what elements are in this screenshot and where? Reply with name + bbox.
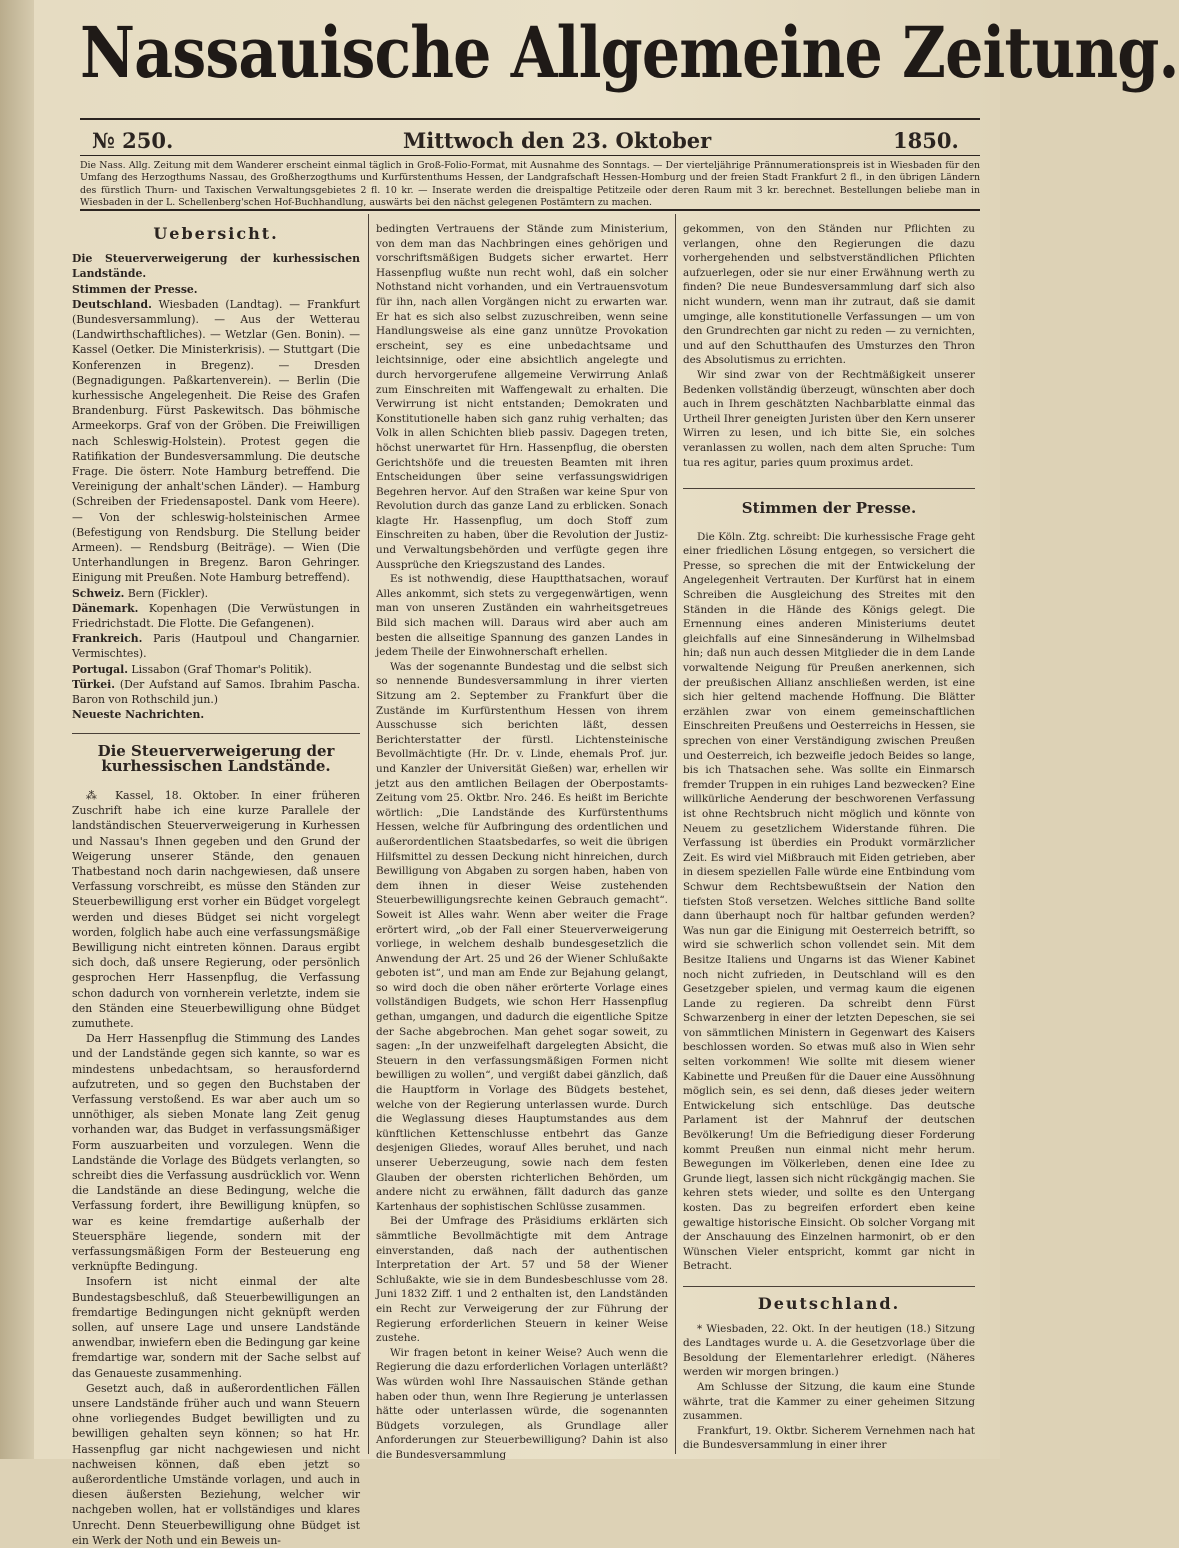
article-paragraph: Gesetzt auch, daß in außerordentlichen Fällen unsere Landstände früher auch und wann Steuern ohne vorliegendes Budget bewilligten und zu bewilligen gehalten seyn können; so hat Hr. Hassenpflug gar nicht nachgewiesen und nicht nachweisen können, daß eben jetzt so außerordentliche Umstände vorlagen, und auch in diesen äußersten Beziehung, welcher wir nachgeben wollen, hat er vollständiges und klares Unrecht. Denn Steuerbewilligung ohne Büdget ist ein Werk der Noth und ein Beweis un- bbox=[72, 1381, 360, 1547]
toc-item: Frankreich. Paris (Hautpoul und Changarnier. Vermischtes). bbox=[72, 632, 360, 661]
section-divider bbox=[72, 733, 360, 734]
toc-item: Schweiz. Bern (Fickler). bbox=[72, 586, 209, 600]
article-paragraph: Bei der Umfrage des Präsidiums erklärten sich sämmtliche Bevollmächtigte mit dem Antrage einverstanden, daß nach der authentischen Interpretation der Art. 57 und 58 der Wiener Schlußakte, wie sie in dem Bundesbeschlusse vom 28. Juni 1832 Ziff. 1 und 2 enthalten ist, den Landständen ein Recht zur Verweigerung der zur Führung der Regierung erforderlichen Steuern in keiner Weise zustehe. bbox=[376, 1215, 668, 1345]
column-2 bbox=[376, 222, 668, 1462]
toc-item: Türkei. (Der Aufstand auf Samos. Ibrahim Pascha. Baron von Rothschild jun.) bbox=[72, 677, 360, 707]
toc-item: Die Steuerverweigerung der kurhessischen Landstände. bbox=[72, 252, 360, 281]
column-3 bbox=[683, 222, 975, 1453]
dateline-rule bbox=[80, 155, 980, 156]
news-paragraph: Am Schlusse der Sitzung, die kaum eine Stunde währte, trat die Kammer zu einer geheimen Sitzung zusammen. bbox=[683, 1380, 975, 1423]
toc-item: Neueste Nachrichten. bbox=[72, 708, 205, 722]
section-divider bbox=[683, 488, 975, 489]
article-paragraph: Es ist nothwendig, diese Hauptthatsachen, worauf Alles ankommt, sich stets zu vergegenwärtigen, wenn man von unseren Zuständen ein wahrheitsgetreues Bild sich machen will. Daraus wird aber auch am besten die allseitige Spannung des ganzen Landes in jedem Theile der Einwohnerschaft erhellen. bbox=[376, 573, 668, 659]
book-binding bbox=[0, 0, 34, 1459]
press-paragraph: Die Köln. Ztg. schreibt: Die kurhessische Frage geht einer friedlichen Lösung entgegen, so versichert die Presse, so sprechen die mit der Entwickelung der Angelegenheit Vertrauten. Der Kurfürst hat in einem Schreiben die Ausgleichung des Streites mit den Ständen in die Hände des Königs gelegt. Die Ernennung eines anderen Ministeriums deutet gleichfalls auf eine Sinnesänderung in Wilhelmsbad hin; daß nun auch dessen Mitglieder die in dem Lande vorwaltende Neigung für Preußen anerkennen, sich der preußischen Allianz anschließen werden, ist eine sich hier geltend machende Hoffnung. Die Blätter erzählen zwar von einem gemeinschaftlichen Einschreiten Preußens und Oesterreichs in Hessen, sie sprechen von einer Verständigung zwischen Preußen und Oesterreich, ich bezweifle jedoch Beides so lange, bis ich Thatsachen sehe. Was sollte ein Einmarsch fremder Truppen in ein ruhiges Land bezwecken? Eine willkürliche Aenderung der beschworenen Verfassung ist ohne Rechtsbruch nicht möglich und könnte von Neuem zu gesetzlichem Widerstande führen. Die Verfassung ist überdies ein Produkt vormärzlicher Zeit. Es wird viel Mißbrauch mit Eiden getrieben, aber in diesem speziellen Falle würde eine Entbindung vom Schwur dem Rechtsbewußtsein der Nation den tiefsten Stoß versetzen. Welches sittliche Band sollte dann überhaupt noch für haltbar gefunden werden? Was nun gar die Einigung mit Oesterreich betrifft, so wird sie schwerlich schon vollendet sein. Mit dem Besitze Italiens und Ungarns ist das Wiener Kabinet noch nicht zufrieden, in Deutschland will es den Gesetzgeber spielen, und vermag kaum die eigenen Lande zu regieren. Da schreibt denn Fürst Schwarzenberg in einer der letzten Depeschen, sie sei von sämmtlichen Ministern in Gegenwart des Kaisers beschlossen worden. So etwas muß also in Wien sehr selten vorkommen! Wie sollte mit diesem wiener Kabinette und Preußen für die Dauer eine Aussöhnung möglich sein, es sei denn, daß dieses jeder weitern Entwickelung sich entschlüge. Das deutsche Parlament ist der Mahnruf der deutschen Bevölkerung! Um die Befriedigung dieser Forderung kommt Preußen nun einmal nicht mehr herum. Bewegungen im Völkerleben, denen eine Idee zu Grunde liegt, lassen sich nicht rückgängig machen. Sie kehren stets wieder, und sollte es den Untergang kosten. Das zu begreifen erfordert eben keine gewaltige historische Einsicht. Ob solcher Vorgang mit der Anschauung des Einzelnen harmonirt, ob er den Wünschen Vieler entspricht, kommt gar nicht in Betracht. bbox=[683, 530, 975, 1273]
article-paragraph: ⁂ Kassel, 18. Oktober. In einer früheren Zuschrift habe ich eine kurze Parallele der landständischen Steuerverweigerung in Kurhessen und Nassau's Ihnen gegeben und den Grund der Weigerung unserer Stände, den genauen Thatbestand noch darin nachgewiesen, daß unsere Verfassung vorschreibt, es müsse den Ständen zur Steuerbewilligung erst vorher ein Büdget vorgelegt werden und dieses Büdget sei nicht vorgelegt worden, folglich habe auch eine verfassungsmäßige Bewilligung nicht eintreten können. Daraus ergibt sich doch, daß unsere Regierung, oder persönlich gesprochen Herr Hassenpflug, die Verfassung schon dadurch von vornherein verletzte, indem sie den Ständen eine Steuerbewilligung ohne Büdget zumuthete. bbox=[72, 788, 360, 1030]
issue-year: 1850. bbox=[893, 128, 959, 153]
column-divider bbox=[675, 214, 676, 1454]
notice-rule bbox=[80, 209, 980, 211]
issue-date: Mittwoch den 23. Oktober bbox=[403, 128, 712, 153]
article-paragraph: Was der sogenannte Bundestag und die selbst sich so nennende Bundesversammlung in ihrer vierten Sitzung am 2. September zu Frankfurt über die Zustände im Kurfürstenthum Hessen von ihrem Ausschusse sich berichten läßt, dessen Berichterstatter der fürstl. Lichtensteinische Bevollmächtigte (Hr. Dr. v. Linde, ehemals Prof. jur. und Kanzler der Universität Gießen) war, erhellen wir jetzt aus den amtlichen Beilagen der Oberpostamts-Zeitung vom 25. Oktbr. Nro. 246. Es heißt im Berichte wörtlich: „Die Landstände des Kurfürstenthums Hessen, welche für Aufbringung des ordentlichen und außerordentlichen Staatsbedarfes, so weit die übrigen Hilfsmittel zu dessen Deckung nicht hinreichen, durch Bewilligung von Abgaben zu sorgen haben, haben von dem ihnen in dieser Weise zustehenden Steuerbewilligungsrechte keinen Gebrauch gemacht“. Soweit ist Alles wahr. Wenn aber weiter die Frage erörtert wird, „ob der Fall einer Steuerverweigerung vorliege, in welchem deshalb bundesgesetzlich die Anwendung der Art. 25 und 26 der Wiener Schlußakte geboten ist“, und man am Ende zur Bejahung gelangt, so wird doch die oben näher erörterte Vorlage eines vollständigen Budgets, wie schon Herr Hassenpflug gethan, umgangen, und dadurch die eigentliche Spitze der Sache abgebrochen. Man gehet sogar soweit, zu sagen: „In der unzweifelhaft dargelegten Absicht, die Steuern in den verfassungsmäßigen Formen nicht bewilligen zu wollen“, und vergißt dabei gänzlich, daß die Hauptform in Vorlage des Büdgets bestehet, welche von der Regierung unterlassen wurde. Durch die Weglassung dieses Hauptumstandes aus dem künftlichen Kettenschlusse entbehrt das Ganze desjenigen Gliedes, worauf Alles beruhet, und nach unserer Ueberzeugung, sowie nach dem festen Glauben der obersten richterlichen Behörden, um andere nicht zu erwähnen, fällt dadurch das ganze Kartenhaus der sophistischen Schlüsse zusammen. bbox=[376, 660, 668, 1213]
dateline bbox=[78, 128, 978, 156]
article-paragraph: Wir fragen betont in keiner Weise? Auch wenn die Regierung die dazu erforderlichen Vorlagen unterläßt? Was würden wohl Ihre Nassauischen Stände gethan haben oder thun, wenn Ihre Regierung je unterlassen hätte oder unterlassen würde, die sogenannten Büdgets vorzulegen, als Grundlage aller Anforderungen zur Steuerbewilligung? Dahin ist also die Bundesversammlung bbox=[376, 1346, 668, 1461]
article-paragraph: bedingten Vertrauens der Stände zum Ministerium, von dem man das Nachbringen eines gehörigen und vorschriftsmäßigen Budgets sicher erwartet. Herr Hassenpflug wußte nun recht wohl, daß ein solcher Nothstand nicht vorhanden, und ein Vertrauensvotum für ihn, nach allen Vorgängen nicht zu erwarten war. Er hat es sich also selbst zuzuschreiben, wenn seine Handlungsweise als eine ganz unnütze Provokation erscheint, sey es eine unbedachtsame und leichtsinnige, oder eine absichtlich angelegte und durch hervorgerufene allgemeine Verwirrung Anlaß zum Einschreiten mit Waffengewalt zu erhalten. Die Verwirrung ist nicht entstanden; Demokraten und Konstitutionelle haben sich ganz ruhig verhalten; das Volk in allen Schichten blieb passiv. Dagegen treten, höchst unerwartet für Hrn. Hassenpflug, die obersten Gerichtshöfe und die treuesten Beamten mit ihren Entscheidungen über seine verfassungswidrigen Begehren hervor. Auf den Straßen war keine Spur von Revolution durch das ganze Land zu erblicken. Sonach klagte Hr. Hassenpflug, um doch Stoff zum Einschreiten zu haben, über die Revolution der Justiz- und Verwaltungsbehörden und verfügte gegen ihre Aussprüche den Kriegszustand des Landes. bbox=[376, 223, 668, 571]
subscription-notice: Die Nass. Allg. Zeitung mit dem Wanderer erscheint einmal täglich in Groß-Folio-Format, mit Ausnahme des Sonntags. — Der vierteljährige Prännumerationspreis ist in Wiesbaden für den Umfang des Herzogthums Nassau, des Großherzogthums und Kurfürstenthums Hessen, der Landgrafschaft Hessen-Homburg und der freien Stadt Frankfurt 2 fl., in den übrigen Ländern des fürstlich Thurn- und Taxischen Verwaltungsgebietes 2 fl. 10 kr. — Inserate werden die dreispaltige Petitzeile oder deren Raum mit 3 kr. berechnet. Bestellungen beliebe man in Wiesbaden in der L. Schellenberg'schen Hof-Buchhandlung, auswärts bei den nächst gelegenen Postämtern zu machen. bbox=[80, 160, 980, 209]
article-heading: Die Steuerverweigerung der kurhessischen Landstände. bbox=[97, 741, 335, 775]
toc-item: Deutschland. Wiesbaden (Landtag). — Frankfurt (Bundesversammlung). — Aus der Wetterau (Landwirthschaftliches). — Wetzlar (Gen. Bonin). — Kassel (Oetker. Die Ministerkrisis). — Stuttgart (Die Konferenzen in Bregenz). — Dresden (Begnadigungen. Paßkartenverein). — Berlin (Die kurhessische Angelegenheit. Die Reise des Grafen Brandenburg. Fürst Paskewitsch. Das böhmische Armeekorps. Graf von der Gröben. Die Freiwilligen nach Schleswig-Holstein). Protest gegen die Ratifikation der Bundesversammlung. Die deutsche Frage. Die österr. Note Hamburg betreffend. Die Vereinigung der anhalt'schen Länder). — Hamburg (Schreiben der Friedensapostel. Dank vom Heere). — Von der schleswig-holsteinischen Armee (Befestigung von Rendsburg. Die Stellung beider Armeen). — Rendsburg (Beiträge). — Wien (Die Unterhandlungen in Bregenz. Baron Gehringer. Einigung mit Preußen. Note Hamburg betreffend). bbox=[72, 297, 360, 585]
issue-number: № 250. bbox=[92, 128, 174, 153]
news-paragraph: * Wiesbaden, 22. Okt. In der heutigen (18.) Sitzung des Landtages wurde u. A. die Gesetzvorlage über die Besoldung der Elementarlehrer erledigt. (Näheres werden wir morgen bringen.) bbox=[683, 1322, 975, 1379]
column-divider bbox=[368, 214, 369, 1454]
toc-item: Portugal. Lissabon (Graf Thomar's Politik). bbox=[72, 662, 312, 676]
article-paragraph: Da Herr Hassenpflug die Stimmung des Landes und der Landstände gegen sich kannte, so war es mindestens unbedachtsam, so herausfordernd aufzutreten, und so gegen den Buchstaben der Verfassung verstoßend. Es war aber auch um so unnöthiger, als sieben Monate lang Zeit genug vorhanden war, das Budget in verfassungsmäßiger Form auszuarbeiten und vorzulegen. Wenn die Landstände die Vorlage des Büdgets verlangten, so schreibt dies die Verfassung ausdrücklich vor. Wenn die Landstände an diese Bedingung, welche die Verfassung fordert, ihre Bewilligung knüpfen, so war es keine fremdartige außerhalb der Steuersphäre liegende, sondern mit der verfassungsmäßigen Form der Besteuerung eng verknüpfte Bedingung. bbox=[72, 1032, 360, 1274]
toc-item: Dänemark. Kopenhagen (Die Verwüstungen in Friedrichstadt. Die Flotte. Die Gefangenen). bbox=[72, 601, 360, 631]
masthead-rule bbox=[80, 118, 980, 120]
article-paragraph: gekommen, von den Ständen nur Pflichten zu verlangen, ohne den Regierungen die dazu vorhergehenden und selbstverständlichen Pflichten aufzuerlegen, oder sie nur einer Erwähnung werth zu finden? Die neue Bundesversammlung darf sich also nicht wundern, wenn man ihr zutraut, daß sie damit umginge, alle konstitutionelle Verfassungen — um von den Grundrechten gar nicht zu reden — zu vernichten, und auf den Schutthaufen des Umsturzes den Thron des Absolutismus zu errichten. bbox=[683, 223, 975, 367]
toc-item: Stimmen der Presse. bbox=[72, 282, 198, 296]
deutschland-heading: Deutschland. bbox=[757, 1293, 901, 1313]
press-heading: Stimmen der Presse. bbox=[741, 499, 917, 518]
toc-heading: Uebersicht. bbox=[153, 224, 279, 243]
column-1 bbox=[72, 222, 360, 1548]
table-of-contents bbox=[72, 251, 360, 722]
masthead-title: Nassauische Allgemeine Zeitung. bbox=[80, 11, 1179, 94]
section-divider bbox=[683, 1286, 975, 1287]
article-paragraph: Wir sind zwar von der Rechtmäßigkeit unserer Bedenken vollständig überzeugt, wünschten aber doch auch in Ihrem geschätzten Nachbarblatte einmal das Urtheil Ihrer geneigten Juristen über den Kern unserer Wirren zu lesen, und ich bitte Sie, ein solches veranlassen zu wollen, nach dem alten Spruche: Tum tua res agitur, paries quum proximus ardet. bbox=[683, 368, 975, 469]
article-paragraph: Insofern ist nicht einmal der alte Bundestagsbeschluß, daß Steuerbewilligungen an fremdartige Bedingungen nicht geknüpft werden sollen, auf unsere Lage und unsere Landstände anwendbar, inwiefern eben die Bedingung gar keine fremdartige war, sondern mit der Sache selbst auf das Genaueste zusammenhing. bbox=[72, 1275, 360, 1380]
news-paragraph: Frankfurt, 19. Oktbr. Sicherem Vernehmen nach hat die Bundesversammlung in einer ihrer bbox=[683, 1424, 975, 1452]
